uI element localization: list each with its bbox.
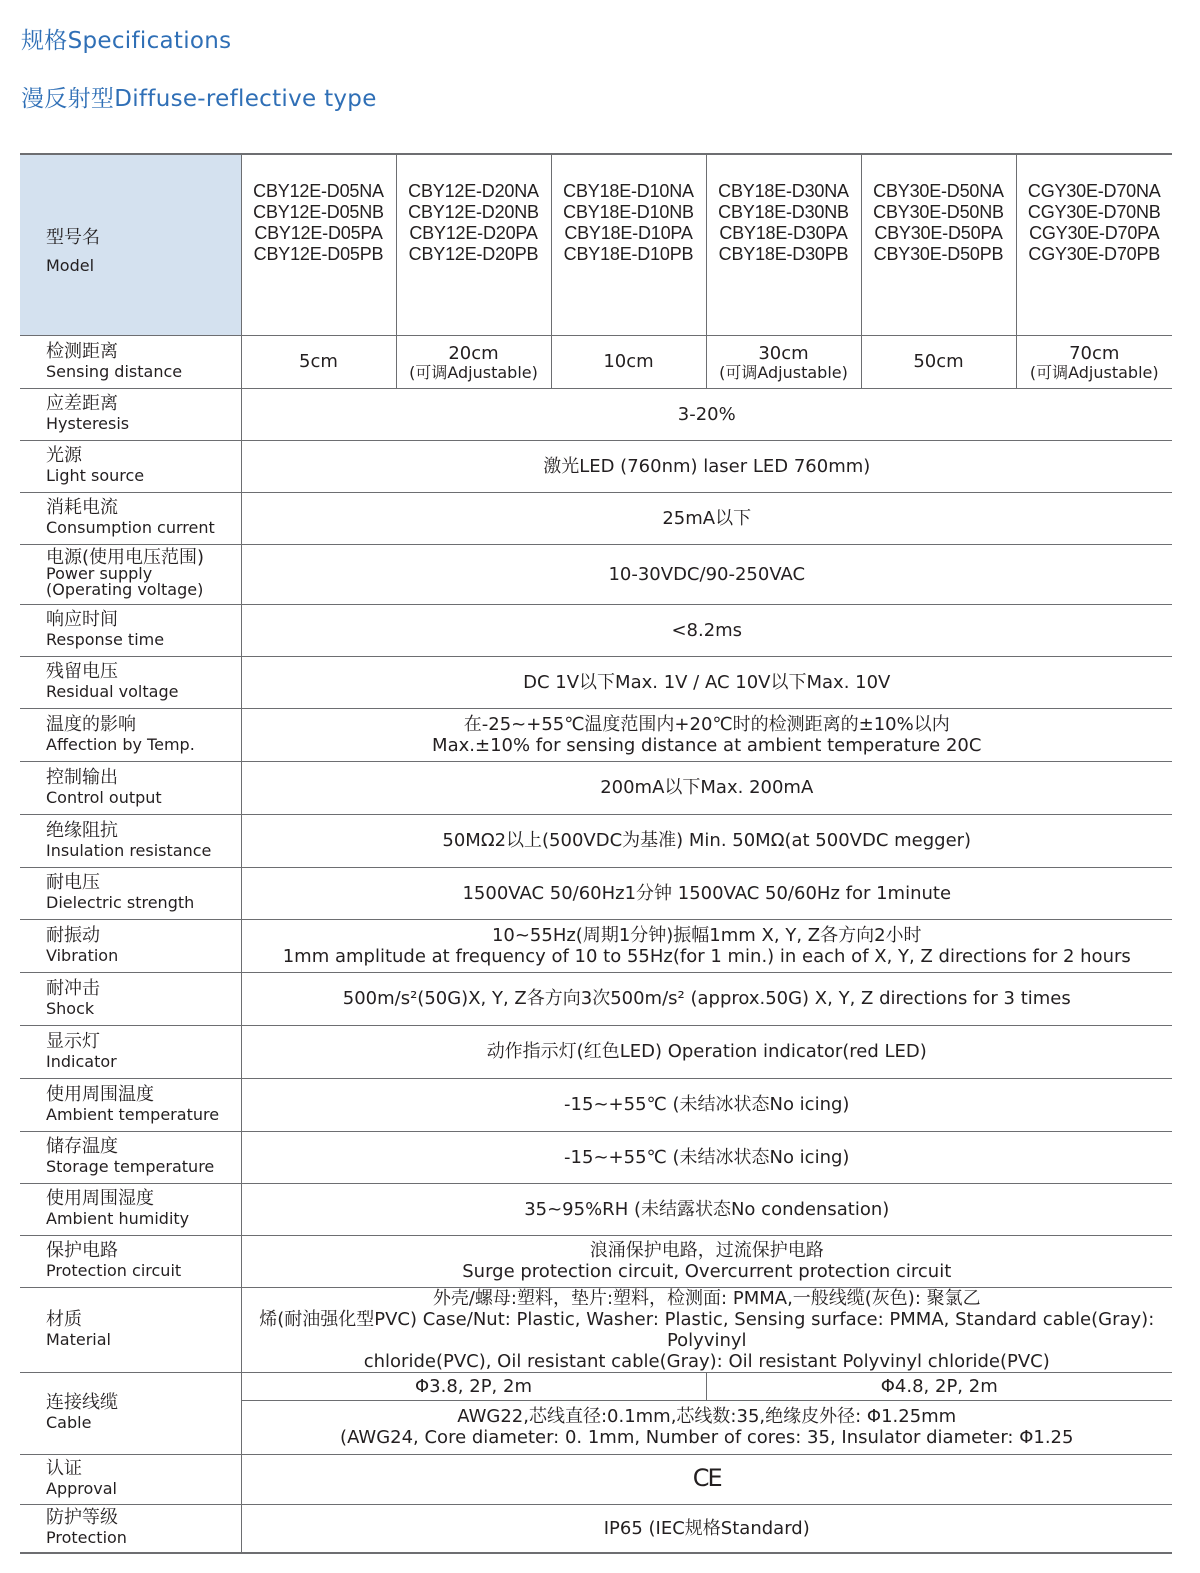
- row-control-output: [20, 761, 1172, 814]
- row-consumption-current: [20, 492, 1172, 544]
- model-column: CGY30E-D70NA CGY30E-D70NB CGY30E-D70PA CGY30E-D70PB: [1016, 154, 1172, 335]
- row-indicator: [20, 1025, 1172, 1078]
- label-indicator: 显示灯 Indicator: [20, 1025, 241, 1078]
- value-affection-by-temp: 在-25~+55℃温度范围内+20℃时的检测距离的±10%以内 Max.±10% for sensing distance at ambient temperature 20C: [241, 708, 1172, 761]
- label-storage-temperature: 储存温度 Storage temperature: [20, 1131, 241, 1183]
- row-vibration: [20, 919, 1172, 972]
- value-cable-left: Φ3.8, 2P, 2m: [241, 1372, 706, 1400]
- row-model: [20, 154, 1172, 335]
- label-residual-voltage: 残留电压 Residual voltage: [20, 656, 241, 708]
- label-insulation-resistance: 绝缘阻抗 Insulation resistance: [20, 814, 241, 867]
- label-vibration: 耐振动 Vibration: [20, 919, 241, 972]
- row-insulation-resistance: [20, 814, 1172, 867]
- value-dielectric-strength: 1500VAC 50/60Hz1分钟 1500VAC 50/60Hz for 1minute: [241, 867, 1172, 919]
- sensing-value: 10cm: [551, 335, 706, 388]
- value-residual-voltage: DC 1V以下Max. 1V / AC 10V以下Max. 10V: [241, 656, 1172, 708]
- label-shock: 耐冲击 Shock: [20, 972, 241, 1025]
- model-column: CBY12E-D20NA CBY12E-D20NB CBY12E-D20PA CBY12E-D20PB: [396, 154, 551, 335]
- value-cable-spec: AWG22,芯线直径:0.1mm,芯线数:35,绝缘皮外径: Φ1.25mm (AWG24, Core diameter: 0. 1mm, Number of cores: 35, Insulator diameter: Φ1.25: [241, 1400, 1172, 1454]
- label-hysteresis: 应差距离 Hysteresis: [20, 388, 241, 440]
- label-ambient-temperature: 使用周围温度 Ambient temperature: [20, 1078, 241, 1131]
- label-consumption-current: 消耗电流 Consumption current: [20, 492, 241, 544]
- value-vibration: 10~55Hz(周期1分钟)振幅1mm X, Y, Z各方向2小时 1mm amplitude at frequency of 10 to 55Hz(for 1 min.) in each of X, Y, Z directions for 2 hours: [241, 919, 1172, 972]
- value-insulation-resistance: 50MΩ2以上(500VDC为基准) Min. 50MΩ(at 500VDC megger): [241, 814, 1172, 867]
- value-indicator: 动作指示灯(红色LED) Operation indicator(red LED): [241, 1025, 1172, 1078]
- row-power-supply: [20, 544, 1172, 604]
- label-model: 型号名 Model: [20, 154, 241, 335]
- model-column: CBY18E-D30NA CBY18E-D30NB CBY18E-D30PA CBY18E-D30PB: [706, 154, 861, 335]
- value-power-supply: 10-30VDC/90-250VAC: [241, 544, 1172, 604]
- sensing-value: 70cm (可调Adjustable): [1016, 335, 1172, 388]
- row-shock: [20, 972, 1172, 1025]
- sensing-value: 20cm (可调Adjustable): [396, 335, 551, 388]
- row-ambient-temperature: [20, 1078, 1172, 1131]
- label-approval: 认证 Approval: [20, 1454, 241, 1504]
- label-affection-by-temp: 温度的影响 Affection by Temp.: [20, 708, 241, 761]
- sensing-value: 30cm (可调Adjustable): [706, 335, 861, 388]
- label-protection-circuit: 保护电路 Protection circuit: [20, 1235, 241, 1287]
- page-heading: 规格Specifications: [21, 28, 232, 54]
- label-ambient-humidity: 使用周围湿度 Ambient humidity: [20, 1183, 241, 1235]
- value-control-output: 200mA以下Max. 200mA: [241, 761, 1172, 814]
- label-light-source: 光源 Light source: [20, 440, 241, 492]
- value-hysteresis: 3-20%: [241, 388, 1172, 440]
- model-column: CBY18E-D10NA CBY18E-D10NB CBY18E-D10PA CBY18E-D10PB: [551, 154, 706, 335]
- sensing-value: 5cm: [241, 335, 396, 388]
- label-sensing-distance: 检测距离 Sensing distance: [20, 335, 241, 388]
- value-protection-circuit: 浪涌保护电路，过流保护电路 Surge protection circuit, Overcurrent protection circuit: [241, 1235, 1172, 1287]
- label-material: 材质 Material: [20, 1287, 241, 1372]
- label-control-output: 控制输出 Control output: [20, 761, 241, 814]
- spec-table: [20, 153, 1172, 1554]
- row-material: [20, 1287, 1172, 1372]
- row-hysteresis: [20, 388, 1172, 440]
- value-ambient-temperature: -15~+55℃ (未结冰状态No icing): [241, 1078, 1172, 1131]
- value-material: 外壳/螺母:塑料，垫片:塑料，检测面: PMMA,一般线缆(灰色): 聚氯乙 烯(耐油强化型PVC) Case/Nut: Plastic, Washer: Plastic, Sensing surface: PMMA, Standard cable(Gray): Polyvinyl chloride(PVC), Oil resistant cable(Gray): Oil resistant Polyvinyl chloride(PVC): [241, 1287, 1172, 1372]
- label-response-time: 响应时间 Response time: [20, 604, 241, 656]
- value-ambient-humidity: 35~95%RH (未结露状态No condensation): [241, 1183, 1172, 1235]
- section-heading: 漫反射型Diffuse-reflective type: [21, 86, 377, 112]
- value-protection: IP65 (IEC规格Standard): [241, 1504, 1172, 1553]
- row-residual-voltage: [20, 656, 1172, 708]
- value-response-time: <8.2ms: [241, 604, 1172, 656]
- row-affection-by-temp: [20, 708, 1172, 761]
- model-column: CBY12E-D05NA CBY12E-D05NB CBY12E-D05PA CBY12E-D05PB: [241, 154, 396, 335]
- label-cable: 连接线缆 Cable: [20, 1372, 241, 1454]
- row-dielectric-strength: [20, 867, 1172, 919]
- value-consumption-current: 25mA以下: [241, 492, 1172, 544]
- row-cable: [20, 1372, 1172, 1400]
- value-storage-temperature: -15~+55℃ (未结冰状态No icing): [241, 1131, 1172, 1183]
- row-light-source: [20, 440, 1172, 492]
- row-protection: [20, 1504, 1172, 1553]
- value-shock: 500m/s²(50G)X, Y, Z各方向3次500m/s² (approx.50G) X, Y, Z directions for 3 times: [241, 972, 1172, 1025]
- row-approval: [20, 1454, 1172, 1504]
- value-approval: [241, 1454, 1172, 1504]
- model-column: CBY30E-D50NA CBY30E-D50NB CBY30E-D50PA CBY30E-D50PB: [861, 154, 1016, 335]
- label-dielectric-strength: 耐电压 Dielectric strength: [20, 867, 241, 919]
- row-response-time: [20, 604, 1172, 656]
- row-storage-temperature: [20, 1131, 1172, 1183]
- sensing-value: 50cm: [861, 335, 1016, 388]
- row-ambient-humidity: [20, 1183, 1172, 1235]
- row-protection-circuit: [20, 1235, 1172, 1287]
- value-cable-right: Φ4.8, 2P, 2m: [706, 1372, 1172, 1400]
- value-light-source: 激光LED (760nm) laser LED 760mm): [241, 440, 1172, 492]
- label-power-supply: 电源(使用电压范围) Power supply (Operating voltage): [20, 544, 241, 604]
- label-protection: 防护等级 Protection: [20, 1504, 241, 1553]
- row-sensing-distance: [20, 335, 1172, 388]
- ce-mark: CE: [692, 1463, 721, 1492]
